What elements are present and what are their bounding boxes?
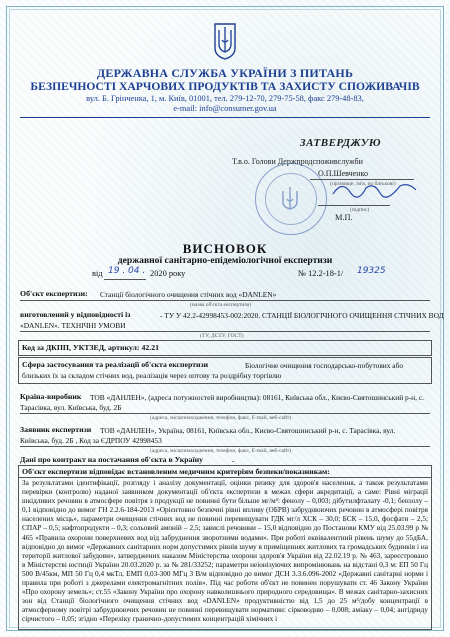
date-prefix: від bbox=[92, 269, 103, 278]
code-label: Код за ДКПП, УКТЗЕД, артикул: 42.21 bbox=[22, 343, 160, 352]
made-value-2: «DANLEN». ТЕХНІЧНІ УМОВИ bbox=[20, 321, 126, 330]
approval-label: ЗАТВЕРДЖУЮ bbox=[300, 137, 382, 149]
scope-label: Сфера застосування та реалізації об'єкта експертизи bbox=[22, 360, 209, 369]
seal-trident-icon bbox=[277, 185, 303, 213]
date-suffix: 2020 року bbox=[150, 269, 186, 278]
seal-mark: М.П. bbox=[335, 213, 353, 222]
document-title: ВИСНОВОК bbox=[182, 241, 268, 256]
header-divider bbox=[20, 117, 430, 118]
made-label: виготовлений у відповідності із bbox=[20, 310, 131, 319]
signature-underline bbox=[318, 205, 390, 206]
contract-label: Дані про контракт на постачання об'єкта в Україну bbox=[20, 455, 204, 464]
applicant-caption: (адреса, місцезнаходження, телефон, факс, E-mail, веб-сайт) bbox=[150, 448, 292, 454]
made-value: - ТУ У 42.2-42998453-002:2020. СТАНЦІЇ БІОЛОГІЧНОГО ОЧИЩЕННЯ СТІЧНИХ ВОД bbox=[160, 311, 444, 320]
applicant-value: ТОВ «ДАНЛЕН», Україна, 08161, Київська обл., Києво-Святошинський р-н, с. Тарасівка, вул. bbox=[100, 426, 396, 435]
agency-name-line2: БЕЗПЕЧНОСТІ ХАРЧОВИХ ПРОДУКТІВ ТА ЗАХИСТУ СПОЖИВАЧІВ bbox=[30, 80, 420, 93]
producer-value: ТОВ «ДАНЛЕН», (адреса потужностей виробництва): 08161, Київська обл., Києво-Святошинський р-н, с. bbox=[90, 393, 424, 402]
producer-underline bbox=[20, 413, 430, 414]
producer-caption: (адреса, місцезнаходження, телефон, факс, E-mail, веб-сайт) bbox=[150, 415, 292, 421]
criteria-divider bbox=[18, 477, 432, 478]
number-handwritten: 19325 bbox=[357, 266, 386, 276]
approver-name-caption: (прізвище, ім'я, по батькові) bbox=[330, 181, 396, 187]
criteria-body-text: За результатами ідентифікації, розгляду і аналізу документації, оцінки ризику для здоров'я населення, а також результатами перевірки (контролю) наданої заявником документації об'єкта експертизи в межах сфери акредитації, а саме: Рівні міграції шкідливих речовин в атмосфере повітря з продукції не повинні бути більше мг/м³: фенолу – 0,003; дібутилфталату -0,1; бензолу – 0,1 відповідно до вимог ГН 2.2.6-184-2013 «Орієнтовно безпечні рівні впливу (ОБРВ) забруднюючих речовин в атмосфері повітря населених місць», параметри очищення стічних вод не повинні перевищувати ГДК мг/л ХСК – 30,0; БСК – 15,0, фосфати – 2,5; СПАР – 0,5; нафтопродукти – 0,3; сольовий амоній – 2,5; завислі речовини – 15,0 відповідно до Постанови КМУ від 25.03.99 р № 465 «Правила охорони поверхневих вод від забруднення зворотними водами». При роботі еквівалентний рівень шуму до 55дБА, відповідно до вимог «Державних санітарних норм допустимих рівнів шуму в приміщеннях житлових та громадських будинків і на території житлової забудови», затверджених наказом Міністерства охорони здоров'я України від 22.02.19 р. № 463, зареєстровано в Міністерстві юстиції України 20.03.2020 р. за № 281/33252; параметри неіонізуючих випромінювань на відстані 0,3 м: ЕП 50 Гц 500 В/45км, МП 50 Гц 0,4 мкТл, ЕМП 0,03-300 МГц 3 В/м відповідно до вимог ДСН 3.3.6.096-2002 «Державні санітарні норми і правила при роботі з джерелами електромагнітних полів». Під час роботи об'єкт не повинен порушувати ст. 46 Закону України «Про охорону земель»; ст.55 «Закону України про охорону навколишнього природного середовища». В межах санітарно-захисних зон від Станції біологічного очищення стічних вод «DANLEN» продуктивністю від 1,5 до 25 м³/добу концентрації в атмосферному повітрі забруднюючих речовин не повинні перевищувати нормативи: сірководню – 0,008; аміаку – 0,04; ангідриду сірчистого – 0,05; згідно «Переліку гранично-допустимих концентрацій хімічних і bbox=[22, 479, 428, 624]
signature-caption: (підпис) bbox=[350, 207, 370, 213]
object-value: Станції біологічного очищення стічних вод «DANLEN» bbox=[100, 290, 277, 299]
scope-value-2: близьких їх за складом стічних вод, реалізація через оптову та роздрібну торгівлю bbox=[22, 371, 282, 380]
date-handwritten: 19 . 04 . bbox=[108, 266, 146, 276]
number-prefix: № 12.2-18-1/ bbox=[298, 269, 344, 278]
date-underline bbox=[104, 279, 146, 280]
criteria-heading: Об'єкт експертизи відповідає встановленим медичним критеріям безпеки/показникам: bbox=[22, 467, 330, 476]
applicant-underline bbox=[20, 446, 430, 447]
object-label: Об'єкт експертизи: bbox=[20, 289, 88, 298]
producer-value-2: Тарасівка, вул. Київська, буд. 2Б bbox=[20, 403, 122, 412]
scope-value: Біологічне очищення господарсько-побутових або bbox=[245, 361, 404, 370]
approver-name: О.П.Шевченко bbox=[318, 169, 368, 178]
made-underline bbox=[20, 331, 430, 332]
producer-label: Країна-виробник bbox=[20, 392, 82, 401]
applicant-label: Заявник експертизи bbox=[20, 425, 92, 434]
agency-email: e-mail: info@consumer.gov.ua bbox=[173, 104, 277, 113]
object-caption: (назва об'єкта експертизи) bbox=[190, 302, 252, 308]
approver-position: Т.в.о. Голови Держпродспоживслужби bbox=[232, 157, 363, 166]
object-underline bbox=[20, 300, 430, 301]
document-subtitle: державної санітарно-епідеміологічної експертизи bbox=[117, 255, 333, 266]
trident-emblem-icon bbox=[213, 22, 237, 60]
agency-address: вул. Б. Грінченка, 1, м. Київ, 01001, тел. 279-12-70, 279-75-58, факс 279-48-83, bbox=[86, 94, 364, 103]
applicant-value-2: Київська, буд. 2Б , Код за ЄДРПОУ 42998453 bbox=[20, 436, 162, 445]
agency-name-line1: ДЕРЖАВНА СЛУЖБА УКРАЇНИ З ПИТАНЬ bbox=[96, 66, 354, 80]
handwritten-signature bbox=[330, 178, 420, 200]
contract-value: - bbox=[232, 456, 235, 465]
made-caption: (ТУ, ДСТУ, ГОСТ) bbox=[200, 333, 244, 339]
